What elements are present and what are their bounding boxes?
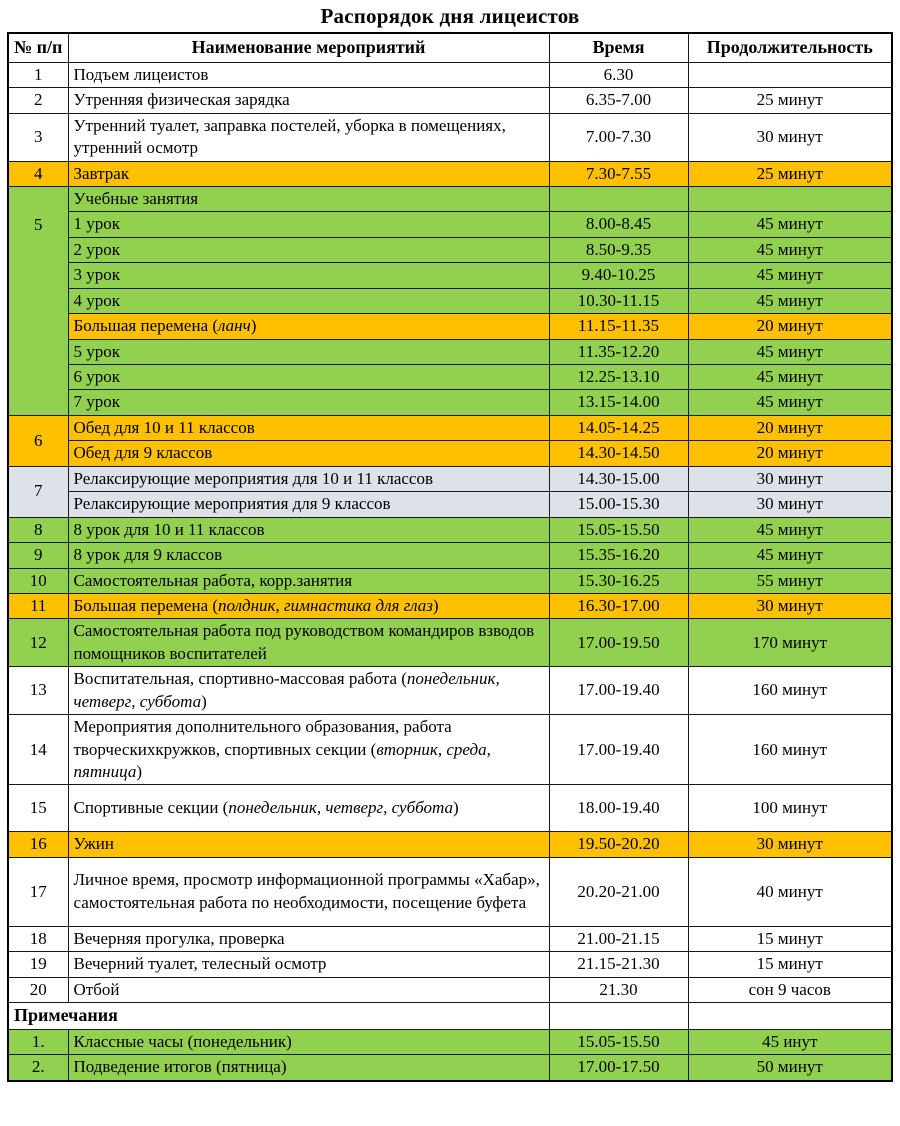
duration-cell: 45 минут [688,288,892,313]
time-cell: 15.35-16.20 [549,543,688,568]
time-cell: 14.30-15.00 [549,466,688,491]
row-number-cell: 2. [8,1055,68,1081]
table-row [8,593,892,618]
col-header-number: № п/п [8,33,68,62]
table-row [8,161,892,186]
duration-cell: 160 минут [688,715,892,785]
duration-cell: 30 минут [688,113,892,161]
activity-cell: Самостоятельная работа, корр.занятия [68,568,549,593]
duration-cell: 25 минут [688,88,892,113]
table-row [8,517,892,542]
activity-cell: 8 урок для 10 и 11 классов [68,517,549,542]
activity-text-italic: вторник, среда, пятница [73,739,491,781]
duration-cell: 45 минут [688,543,892,568]
activity-text: Воспитательная, спортивно-массовая работа ( [73,669,407,689]
time-cell [549,1003,688,1030]
duration-cell: 30 минут [688,466,892,491]
table-row [8,1029,892,1054]
row-number-cell: 9 [8,543,68,568]
table-body [8,62,892,1081]
duration-cell: 15 минут [688,926,892,951]
activity-text-italic: полдник, гимнастика для глаз [218,595,433,615]
table-row [8,857,892,926]
activity-cell [68,314,549,339]
table-row [8,186,892,211]
time-cell: 12.25-13.10 [549,365,688,390]
activity-cell: 6 урок [68,365,549,390]
activity-cell: 1 урок [68,212,549,237]
activity-cell [68,715,549,785]
time-cell: 15.05-15.50 [549,517,688,542]
row-number-cell: 2 [8,88,68,113]
activity-cell: Обед для 10 и 11 классов [68,415,549,440]
activity-text: ) [452,798,459,818]
time-cell: 13.15-14.00 [549,390,688,415]
time-cell: 8.50-9.35 [549,237,688,262]
table-row [8,715,892,785]
activity-cell: Обед для 9 классов [68,441,549,466]
row-number-cell: 20 [8,977,68,1002]
activity-text: ) [250,316,257,336]
activity-text: ) [432,595,439,615]
time-cell: 15.05-15.50 [549,1029,688,1054]
time-cell: 8.00-8.45 [549,212,688,237]
activity-cell [68,785,549,832]
activity-cell: Релаксирующие мероприятия для 9 классов [68,492,549,517]
time-cell: 7.00-7.30 [549,113,688,161]
activity-cell: Релаксирующие мероприятия для 10 и 11 классов [68,466,549,491]
duration-cell: 45 минут [688,212,892,237]
table-row [8,785,892,832]
header-row [8,33,892,62]
activity-cell: Отбой [68,977,549,1002]
row-number-cell: 3 [8,113,68,161]
row-number-cell: 1 [8,62,68,87]
time-cell: 14.30-14.50 [549,441,688,466]
duration-cell: 45 минут [688,237,892,262]
table-row [8,441,892,466]
row-number-cell: 12 [8,619,68,667]
row-number-cell: 18 [8,926,68,951]
row-number-cell: 10 [8,568,68,593]
duration-cell: 100 минут [688,785,892,832]
activity-cell [68,593,549,618]
row-number-cell: 6 [8,415,68,466]
activity-cell: 4 урок [68,288,549,313]
duration-cell: 45 минут [688,263,892,288]
row-number-cell: 1. [8,1029,68,1054]
time-cell: 16.30-17.00 [549,593,688,618]
duration-cell: 45 минут [688,339,892,364]
activity-cell: 5 урок [68,339,549,364]
table-row [8,667,892,715]
table-row [8,1055,892,1081]
time-cell: 9.40-10.25 [549,263,688,288]
time-cell: 7.30-7.55 [549,161,688,186]
activity-cell: Ужин [68,832,549,857]
table-row [8,365,892,390]
time-cell: 15.00-15.30 [549,492,688,517]
table-row [8,977,892,1002]
duration-cell: 50 минут [688,1055,892,1081]
time-cell: 17.00-19.40 [549,715,688,785]
row-number-cell: 13 [8,667,68,715]
activity-cell: Вечерняя прогулка, проверка [68,926,549,951]
duration-cell: 45 минут [688,365,892,390]
activity-cell: Учебные занятия [68,186,549,211]
table-row [8,212,892,237]
duration-cell: сон 9 часов [688,977,892,1002]
schedule-table [7,32,893,1082]
activity-cell: Подъем лицеистов [68,62,549,87]
table-row [8,832,892,857]
activity-cell: Утренний туалет, заправка постелей, уборка в помещениях, утренний осмотр [68,113,549,161]
notes-section-header: Примечания [8,1003,549,1030]
duration-cell [688,186,892,211]
duration-cell: 20 минут [688,314,892,339]
duration-cell: 20 минут [688,441,892,466]
time-cell: 11.35-12.20 [549,339,688,364]
activity-cell: Подведение итогов (пятница) [68,1055,549,1081]
time-cell: 14.05-14.25 [549,415,688,440]
duration-cell: 45 минут [688,517,892,542]
row-number-cell: 4 [8,161,68,186]
table-row [8,314,892,339]
duration-cell [688,1003,892,1030]
page-title: Распорядок дня лицеистов [320,4,580,28]
row-number-cell: 19 [8,952,68,977]
activity-cell: Завтрак [68,161,549,186]
activity-text: Мероприятия дополнительного образования, работа творческихкружков, спортивных секции ( [73,717,452,759]
duration-cell: 55 минут [688,568,892,593]
table-row [8,1003,892,1030]
col-header-duration: Продолжительность [688,33,892,62]
table-header [8,33,892,62]
activity-cell: Классные часы (понедельник) [68,1029,549,1054]
activity-text: Спортивные секции ( [73,798,229,818]
time-cell: 21.00-21.15 [549,926,688,951]
activity-cell: 3 урок [68,263,549,288]
table-row [8,288,892,313]
table-row [8,543,892,568]
table-row [8,415,892,440]
time-cell [549,186,688,211]
table-row [8,237,892,262]
time-cell: 6.30 [549,62,688,87]
row-number-cell: 5 [8,186,68,415]
time-cell: 18.00-19.40 [549,785,688,832]
table-row [8,926,892,951]
time-cell: 19.50-20.20 [549,832,688,857]
row-number-cell: 11 [8,593,68,618]
activity-text: Большая перемена ( [73,316,219,336]
duration-cell: 15 минут [688,952,892,977]
time-cell: 11.15-11.35 [549,314,688,339]
table-row [8,88,892,113]
duration-cell: 45 инут [688,1029,892,1054]
time-cell: 21.15-21.30 [549,952,688,977]
table-row [8,568,892,593]
table-row [8,390,892,415]
activity-cell: 2 урок [68,237,549,262]
activity-cell: Самостоятельная работа под руководством командиров взводов помощников воспитателей [68,619,549,667]
activity-cell [68,667,549,715]
col-header-time: Время [549,33,688,62]
activity-text-italic: понедельник, четверг, суббота [228,798,453,818]
table-row [8,466,892,491]
time-cell: 10.30-11.15 [549,288,688,313]
row-number-cell: 16 [8,832,68,857]
activity-text: ) [136,762,142,781]
time-cell: 15.30-16.25 [549,568,688,593]
duration-cell [688,62,892,87]
row-number-cell: 14 [8,715,68,785]
time-cell: 20.20-21.00 [549,857,688,926]
table-row [8,62,892,87]
activity-cell: Утренняя физическая зарядка [68,88,549,113]
duration-cell: 20 минут [688,415,892,440]
duration-cell: 30 минут [688,492,892,517]
activity-text-italic: ланч [218,316,251,336]
row-number-cell: 17 [8,857,68,926]
duration-cell: 45 минут [688,390,892,415]
time-cell: 21.30 [549,977,688,1002]
time-cell: 17.00-19.40 [549,667,688,715]
duration-cell: 40 минут [688,857,892,926]
time-cell: 17.00-19.50 [549,619,688,667]
table-row [8,952,892,977]
activity-cell: 8 урок для 9 классов [68,543,549,568]
col-header-activity: Наименование мероприятий [68,33,549,62]
duration-cell: 160 минут [688,667,892,715]
table-row [8,619,892,667]
row-number-cell: 8 [8,517,68,542]
activity-text-italic: понедельник, четверг, суббота [73,669,500,711]
activity-cell: 7 урок [68,390,549,415]
activity-text: Большая перемена ( [73,595,219,615]
duration-cell: 30 минут [688,832,892,857]
duration-cell: 25 минут [688,161,892,186]
time-cell: 6.35-7.00 [549,88,688,113]
time-cell: 17.00-17.50 [549,1055,688,1081]
activity-cell: Личное время, просмотр информационной программы «Хабар», самостоятельная работа по необходимости, посещение буфета [68,857,549,926]
row-number-cell: 7 [8,466,68,517]
table-row [8,339,892,364]
activity-cell: Вечерний туалет, телесный осмотр [68,952,549,977]
activity-text: ) [201,691,207,711]
table-row [8,263,892,288]
duration-cell: 170 минут [688,619,892,667]
table-row [8,492,892,517]
duration-cell: 30 минут [688,593,892,618]
table-row [8,113,892,161]
row-number-cell: 15 [8,785,68,832]
